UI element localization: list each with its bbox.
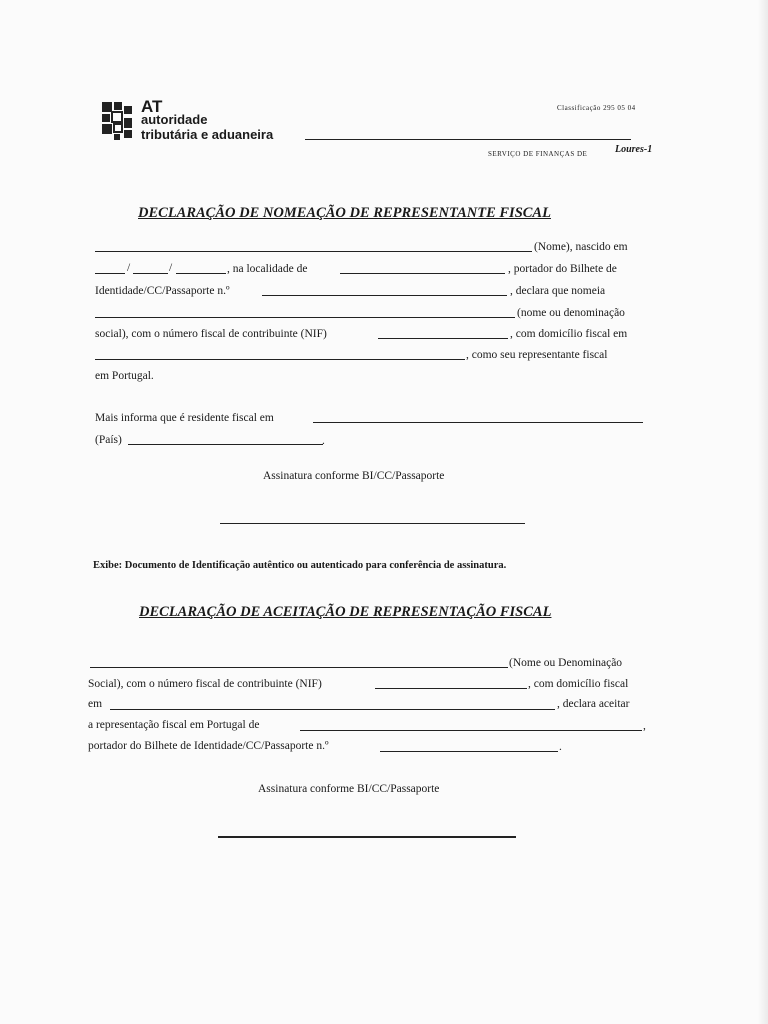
servico-handwritten: Loures-1 bbox=[615, 144, 653, 155]
logo-line2: tributária e aduaneira bbox=[141, 127, 274, 142]
identidade-label: Identidade/CC/Passaporte n.º bbox=[95, 285, 230, 297]
date-day-field[interactable] bbox=[95, 273, 125, 274]
representante-label: , como seu representante fiscal bbox=[466, 349, 608, 361]
aceitante-portador-label: portador do Bilhete de Identidade/CC/Passaporte n.º bbox=[88, 740, 329, 752]
section1-title: DECLARAÇÃO DE NOMEAÇÃO DE REPRESENTANTE FISCAL bbox=[138, 205, 551, 221]
portugal-label: em Portugal. bbox=[95, 370, 154, 382]
localidade-field[interactable] bbox=[340, 273, 505, 274]
date-sep-2: / bbox=[169, 262, 173, 274]
representante-nome-field[interactable] bbox=[95, 317, 515, 318]
domicilio-field[interactable] bbox=[95, 359, 465, 360]
date-sep-1: / bbox=[127, 262, 131, 274]
social-label: social), com o número fiscal de contribuinte (NIF) bbox=[95, 328, 327, 340]
denominacao-label: (nome ou denominação bbox=[517, 307, 625, 319]
nome-label: (Nome), nascido em bbox=[534, 241, 628, 253]
aceitante-nome-field[interactable] bbox=[90, 667, 508, 668]
aceitante-em-label: em bbox=[88, 698, 103, 710]
representacao-end: , bbox=[643, 720, 646, 732]
date-month-field[interactable] bbox=[133, 273, 168, 274]
date-year-field[interactable] bbox=[176, 273, 226, 274]
servico-line bbox=[305, 139, 631, 140]
classification: Classificação 295 05 04 bbox=[557, 104, 636, 112]
residente-label: Mais informa que é residente fiscal em bbox=[95, 412, 274, 424]
section2-title: DECLARAÇÃO DE ACEITAÇÃO DE REPRESENTAÇÃO FISCAL bbox=[139, 604, 552, 620]
nome-field[interactable] bbox=[95, 251, 532, 252]
localidade-label: , na localidade de bbox=[227, 263, 308, 275]
assinatura-label-1: Assinatura conforme BI/CC/Passaporte bbox=[263, 470, 445, 482]
aceitante-nif-field[interactable] bbox=[375, 688, 527, 689]
pais-label: (País) bbox=[95, 434, 122, 446]
aceitante-nome-label: (Nome ou Denominação bbox=[509, 657, 623, 669]
domicilio-label: , com domicílio fiscal em bbox=[510, 328, 628, 340]
logo-abbr: AT bbox=[141, 97, 163, 116]
assinatura-line-2[interactable] bbox=[218, 836, 516, 838]
exibe-note: Exibe: Documento de Identificação autêntico ou autenticado para conferência de assinatura. bbox=[93, 560, 507, 571]
aceitante-declara-label: , declara aceitar bbox=[557, 698, 630, 710]
representacao-field[interactable] bbox=[300, 730, 642, 731]
assinatura-line-1[interactable] bbox=[220, 523, 525, 524]
aceitante-portador-end: . bbox=[559, 741, 562, 753]
pais-field[interactable] bbox=[128, 444, 323, 445]
logo-line1: autoridade bbox=[141, 112, 208, 127]
residente-field[interactable] bbox=[313, 422, 643, 423]
aceitante-domicilio-label: , com domicílio fiscal bbox=[528, 678, 629, 690]
assinatura-label-2: Assinatura conforme BI/CC/Passaporte bbox=[258, 783, 440, 795]
identidade-field[interactable] bbox=[262, 295, 507, 296]
declara-label: , declara que nomeia bbox=[510, 285, 606, 297]
aceitante-domicilio-field[interactable] bbox=[110, 709, 555, 710]
representacao-label: a representação fiscal em Portugal de bbox=[88, 719, 260, 731]
scan-edge bbox=[758, 0, 768, 1024]
aceitante-portador-field[interactable] bbox=[380, 751, 558, 752]
aceitante-social-label: Social), com o número fiscal de contribuinte (NIF) bbox=[88, 678, 322, 690]
pais-end: . bbox=[322, 435, 325, 447]
at-logo-icon bbox=[100, 100, 136, 142]
nif-field[interactable] bbox=[378, 338, 508, 339]
portador-label: , portador do Bilhete de bbox=[508, 263, 617, 275]
servico-label: SERVIÇO DE FINANÇAS DE bbox=[488, 150, 588, 158]
